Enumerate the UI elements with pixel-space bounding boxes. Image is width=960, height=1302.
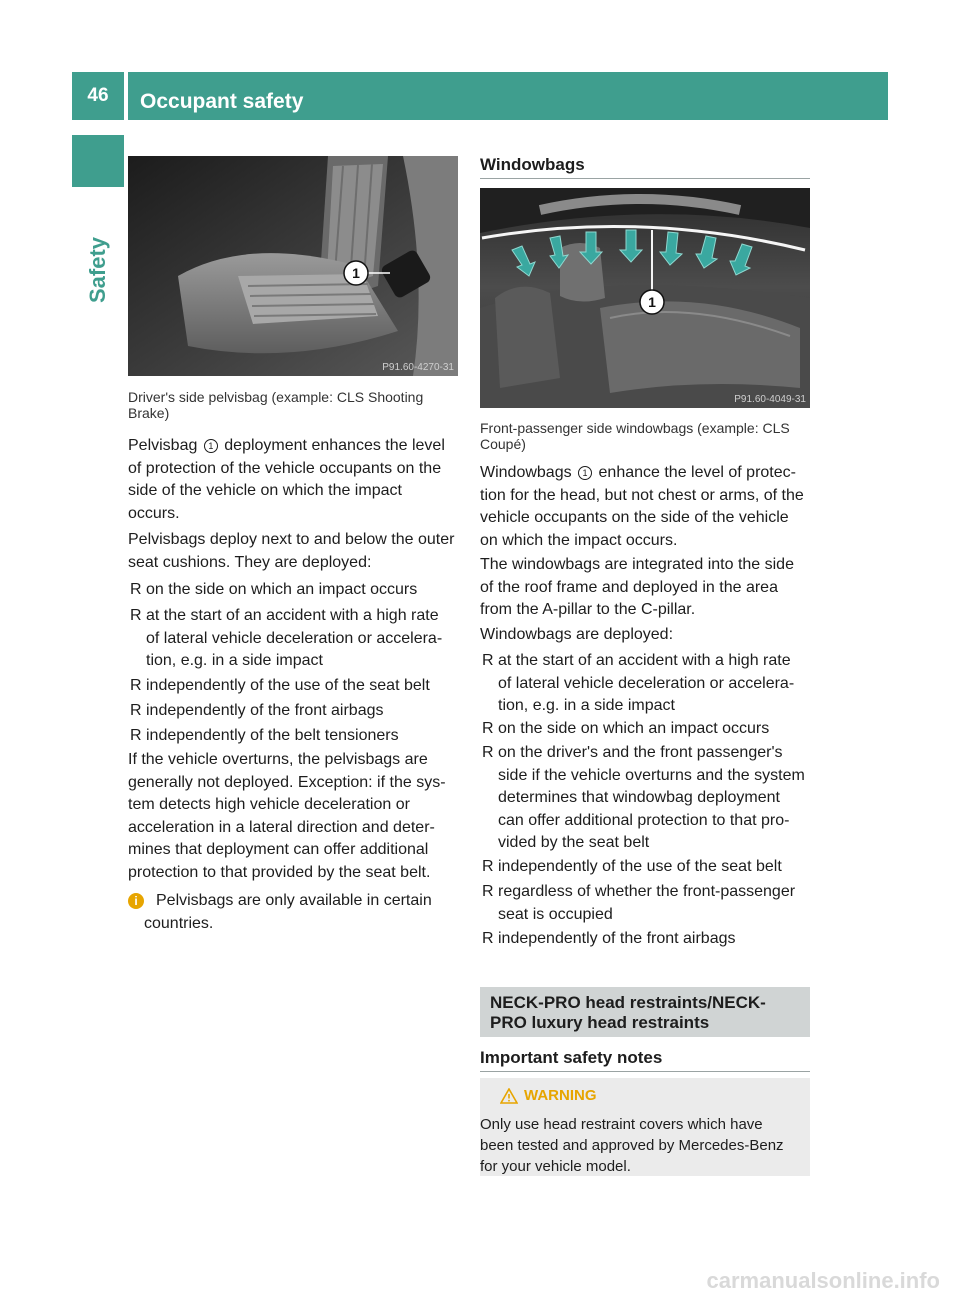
windowbag-photo (480, 188, 810, 408)
bullet-text: regardless of whether the front-passenger (498, 883, 796, 900)
caption-line: Front-passenger side windowbags (example: CLS (480, 420, 790, 436)
bullet-text: of lateral vehicle deceleration or accelera- (498, 674, 795, 692)
para-line (480, 462, 815, 485)
para-line: of protection of the vehicle occupants on the (128, 459, 442, 477)
bullet-icon: R (482, 930, 494, 947)
heading-divider (480, 178, 810, 179)
bullet-icon: R (130, 581, 142, 598)
list-item (130, 579, 465, 602)
bullet-text: independently of the use of the seat belt (498, 858, 782, 875)
info-icon (128, 893, 144, 909)
bullet-text: on the side on which an impact occurs (146, 581, 418, 598)
image-caption (480, 420, 810, 452)
warning-label: WARNING (524, 1087, 597, 1104)
note-line: Pelvisbags are only available in certain (156, 892, 432, 909)
bullet-icon: R (130, 677, 142, 694)
bullet-text: tion, e.g. in a side impact (498, 697, 675, 714)
pelvisbag-paragraph (128, 435, 463, 525)
cabin-illustration (480, 188, 810, 408)
bullet-text: at the start of an accident with a high rate (146, 607, 439, 624)
para-line: protection to that provided by the seat belt. (128, 863, 431, 881)
bullet-icon: R (482, 858, 494, 875)
important-notes-heading: Important safety notes (480, 1048, 663, 1067)
list-item (482, 742, 817, 855)
para-lead: Windowbags (480, 464, 572, 481)
list-item (130, 725, 465, 748)
bullet-text: tion, e.g. in a side impact (146, 652, 323, 669)
warning-box (480, 1078, 810, 1176)
side-tab-marker (72, 135, 124, 187)
bullet-text: independently of the use of the seat belt (146, 677, 430, 694)
para-line: vehicle occupants on the side of the vehicle (480, 509, 789, 526)
list-item (482, 881, 817, 926)
bullet-icon: R (482, 744, 494, 761)
info-note (128, 890, 463, 935)
para-line: side of the vehicle on which the impact (128, 482, 402, 499)
bullet-icon: R (482, 652, 494, 669)
list-item (130, 700, 465, 723)
bullet-text: of lateral vehicle deceleration or accelera- (146, 629, 443, 647)
list-item (482, 928, 817, 951)
bullet-text: on the side on which an impact occurs (498, 720, 770, 737)
pelvisbag-photo (128, 156, 458, 376)
seat-illustration (128, 156, 458, 376)
bullet-text: seat is occupied (498, 905, 613, 923)
list-item (130, 605, 465, 673)
para-line: from the A-pillar to the C-pillar. (480, 601, 696, 618)
caption-line: Coupé) (480, 436, 526, 452)
para-line: The windowbags are integrated into the side (480, 556, 794, 573)
warning-line: Only use head restraint covers which have (480, 1116, 763, 1133)
bullet-text: independently of the front airbags (146, 702, 384, 719)
windowbags-heading: Windowbags (480, 155, 585, 174)
bullet-text: at the start of an accident with a high rate (498, 652, 791, 669)
bullet-icon: R (482, 720, 494, 737)
image-code: P91.60-4049-31 (734, 394, 806, 405)
bullet-icon: R (130, 727, 142, 744)
windowbag-paragraph (480, 462, 815, 552)
neck-pro-heading-box (480, 987, 810, 1037)
info-icon-glyph: i (134, 894, 138, 908)
bullet-icon: R (130, 607, 142, 624)
bullet-text: side if the vehicle overturns and the system (498, 766, 805, 784)
para-line: on which the impact occurs. (480, 531, 678, 549)
para-lead: Pelvisbag (128, 437, 198, 454)
bullet-text: determines that windowbag deployment (498, 789, 780, 806)
deploy-paragraph (128, 529, 463, 574)
neck-pro-heading-line: NECK-PRO head restraints/NECK- (490, 993, 766, 1012)
para-line: occurs. (128, 504, 180, 522)
warning-icon (500, 1088, 518, 1104)
para-line (128, 435, 463, 458)
page-number: 46 (72, 72, 124, 120)
side-tab (70, 195, 126, 345)
list-item (482, 650, 817, 718)
callout-marker: 1 (578, 466, 592, 480)
caption-text: Driver's side pelvisbag (example: CLS Shooting Brake) (128, 389, 424, 421)
para-line: of the roof frame and deployed in the area (480, 578, 778, 596)
para-text: enhance the level of protec- (598, 464, 796, 481)
list-item (482, 856, 817, 879)
bullet-icon: R (130, 702, 142, 719)
para-line: Pelvisbags deploy next to and below the outer (128, 531, 455, 548)
list-item (482, 718, 817, 741)
bullet-text: can offer additional protection to that pro- (498, 811, 790, 829)
deployed-intro: Windowbags are deployed: (480, 626, 674, 643)
callout-marker: 1 (204, 439, 218, 453)
heading-divider (480, 1071, 810, 1072)
side-tab-label: Safety (85, 236, 110, 304)
callout-marker: 1 (352, 265, 360, 281)
watermark: carmanualsonline.info (706, 1268, 940, 1293)
bullet-text: vided by the seat belt (498, 834, 650, 851)
bullet-text: on the driver's and the front passenger's (498, 744, 783, 761)
bullet-text: independently of the front airbags (498, 930, 736, 947)
para-line: generally not deployed. Exception: if the sys- (128, 773, 446, 791)
page-title: Occupant safety (128, 72, 888, 120)
integration-paragraph (480, 554, 815, 622)
warning-line: for your vehicle model. (480, 1158, 631, 1175)
para-line: tion for the head, but not chest or arms, of the (480, 486, 804, 504)
para-line: mines that deployment can offer additional (128, 841, 429, 858)
para-line: If the vehicle overturns, the pelvisbags are (128, 751, 428, 768)
para-text: deployment enhances the level (224, 437, 445, 454)
warning-line: been tested and approved by Mercedes-Benz (480, 1137, 784, 1154)
callout-marker: 1 (648, 294, 656, 310)
neck-pro-heading-line: PRO luxury head restraints (490, 1013, 710, 1032)
image-caption (128, 389, 458, 421)
image-code: P91.60-4270-31 (382, 362, 454, 373)
para-line: acceleration in a lateral direction and deter- (128, 818, 435, 836)
bullet-text: independently of the belt tensioners (146, 727, 399, 744)
note-line: countries. (144, 914, 214, 932)
list-item (130, 675, 465, 698)
overturn-paragraph (128, 749, 463, 884)
para-line: tem detects high vehicle deceleration or (128, 796, 410, 813)
bullet-icon: R (482, 883, 494, 900)
para-line: seat cushions. They are deployed: (128, 553, 372, 571)
